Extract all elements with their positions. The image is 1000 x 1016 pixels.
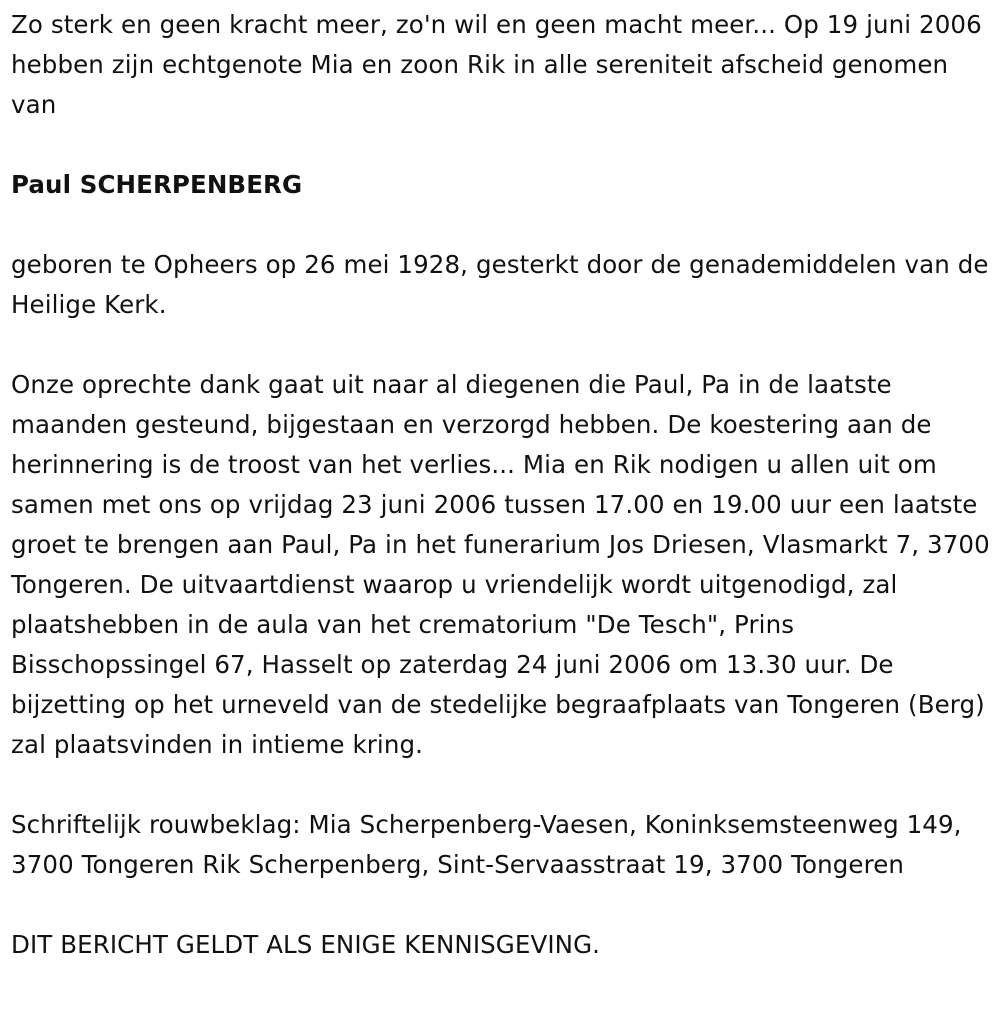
closing-statement: DIT BERICHT GELDT ALS ENIGE KENNISGEVING. (11, 930, 601, 959)
obituary-notice (11, 5, 991, 965)
birth-paragraph: geboren te Opheers op 26 mei 1928, gesterkt door de genademiddelen van de Heilige Kerk. (11, 250, 989, 319)
intro-paragraph: Zo sterk en geen kracht meer, zo'n wil en geen macht meer... Op 19 juni 2006 hebben zijn echtgenote Mia en zoon Rik in alle sereniteit afscheid genomen van (11, 10, 982, 119)
deceased-name: Paul SCHERPENBERG (11, 170, 303, 199)
thanks-paragraph: Onze oprechte dank gaat uit naar al diegenen die Paul, Pa in de laatste maanden gesteund, bijgestaan en verzorgd hebben. De koestering aan de herinnering is de troost van het verlies... Mia en Rik nodigen u allen uit om samen met ons op vrijdag 23 juni 2006 tussen 17.00 en 19.00 uur een laatste groet te brengen aan Paul, Pa in het funerarium Jos Driesen, Vlasmarkt 7, 3700 Tongeren. De uitvaartdienst waarop u vriendelijk wordt uitgenodigd, zal plaatshebben in de aula van het crematorium "De Tesch", Prins Bisschopssingel 67, Hasselt op zaterdag 24 juni 2006 om 13.30 uur. De bijzetting op het urneveld van de stedelijke begraafplaats van Tongeren (Berg) zal plaatsvinden in intieme kring. (11, 370, 990, 759)
condolences-paragraph: Schriftelijk rouwbeklag: Mia Scherpenberg-Vaesen, Koninksemsteenweg 149, 3700 Tongeren Rik Scherpenberg, Sint-Servaasstraat 19, 3700 Tongeren (11, 810, 962, 879)
